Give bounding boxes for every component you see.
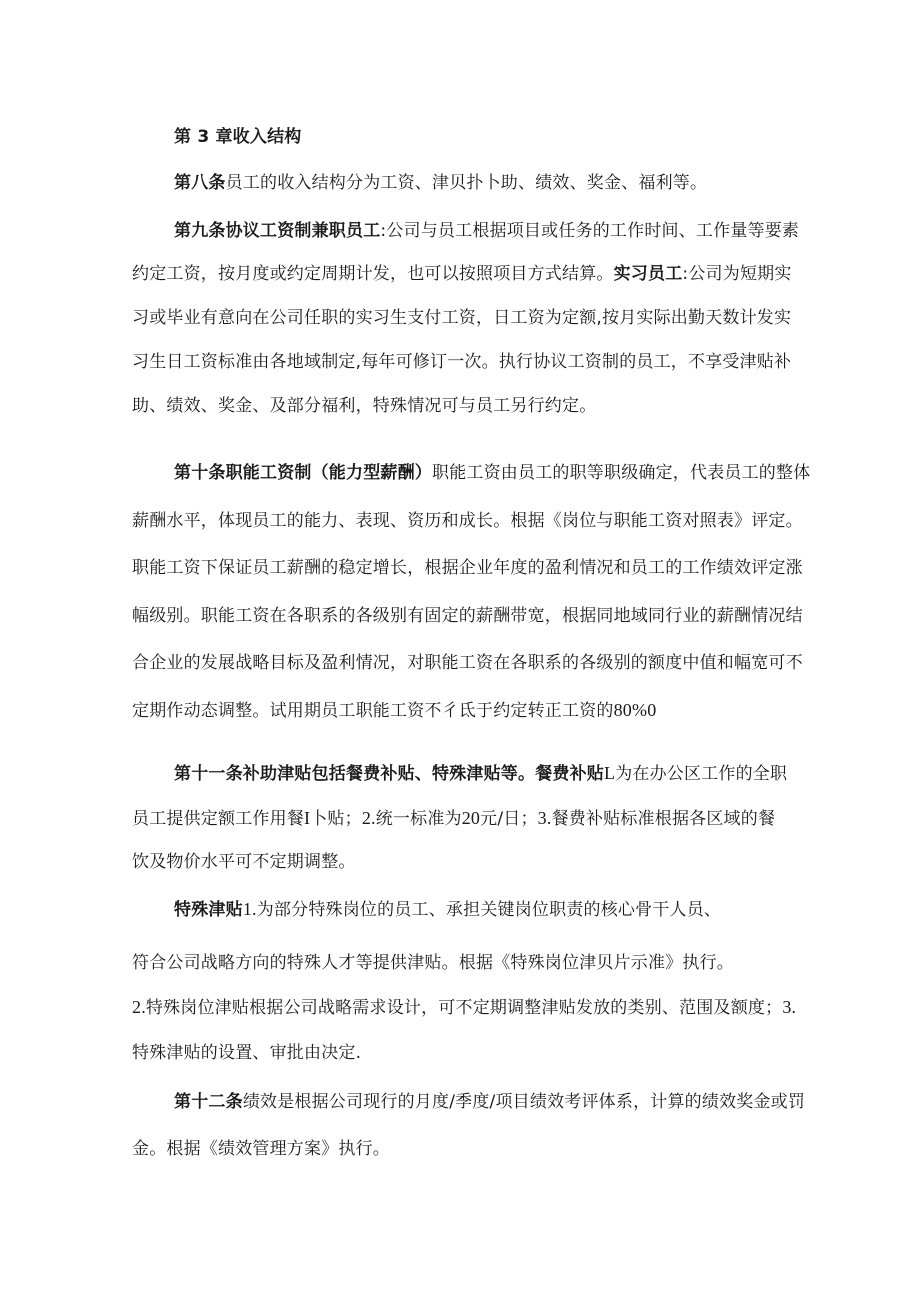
- article-11-line-1: [174, 761, 787, 786]
- article-9-text-5: 助、绩效、奖金、及部分福利，特殊情况可与员工另行约定。: [132, 396, 597, 416]
- article-10-line-4: [132, 604, 803, 628]
- article-10-text-4: 幅级别。职能工资在各职系的各级别有固定的薪酬带宽，根据同地域同行业的薪酬情况结: [132, 606, 803, 626]
- special-text-4: 特殊津贴的设置、审批由决定.: [132, 1043, 362, 1063]
- article-12-text-2: 金。根据《绩效管理方案》执行。: [132, 1139, 390, 1159]
- article-10-percent: 80%0: [613, 700, 657, 720]
- article-10-heading: 第十条职能工资制（能力型薪酬）: [174, 463, 432, 483]
- article-8-text: 员工的收入结构分为工资、津贝扑卜助、绩效、奖金、福利等。: [225, 173, 708, 193]
- article-11-mark-i: I: [304, 808, 311, 828]
- article-11-text-2i: 餐费补贴标准根据各区域的餐: [551, 809, 776, 829]
- article-9-line-1: [174, 219, 799, 243]
- intern-heading: 实习员工: [613, 264, 683, 284]
- article-11-text-2a: 员工提供定额工作用餐: [132, 809, 304, 829]
- special-num-2: 2.: [132, 997, 146, 1017]
- special-allowance-line-3: [132, 995, 796, 1020]
- article-9-line-5: [132, 394, 596, 418]
- article-11-text-1: 为在办公区工作的全职: [615, 764, 788, 784]
- article-11-text-2e: 统一标准为: [375, 809, 462, 829]
- article-12-heading: 第十二条: [174, 1092, 243, 1112]
- chapter-title-text: 第 3 章收入结构: [174, 127, 302, 147]
- special-allowance-line-4: [132, 1041, 361, 1065]
- article-11-mark-l: L: [604, 763, 616, 783]
- article-10-text-3: 职能工资下保证员工薪酬的稳定增长，根据企业年度的盈利情况和员工的工作绩效评定涨: [132, 558, 803, 578]
- article-10-text-6: 定期作动态调整。试用期员工职能工资不彳氐于约定转正工资的: [132, 701, 614, 721]
- article-9-text-2a: 约定工资，按月度或约定周期计发，也可以按照项目方式结算。: [132, 264, 614, 284]
- special-allowance-line-1: [174, 897, 721, 922]
- article-12-text-1: 绩效是根据公司现行的月度/季度/项目绩效考评体系，计算的绩效奖金或罚: [242, 1092, 806, 1112]
- article-9-line-4: [132, 350, 791, 374]
- article-8: [174, 171, 707, 195]
- article-10-line-1: [174, 461, 810, 485]
- article-11-line-2: [132, 806, 775, 831]
- article-10-text-2: 薪酬水平，体现员工的能力、表现、资历和成长。根据《岗位与职能工资对照表》评定。: [132, 511, 803, 531]
- article-9-line-3: [132, 306, 791, 330]
- special-text-1: 为部分特殊岗位的员工、承担关键岗位职责的核心骨干人员、: [256, 900, 722, 920]
- article-9-text-2c: :公司为短期实: [682, 264, 792, 284]
- article-8-heading: 第八条: [174, 173, 226, 193]
- article-10-line-3: [132, 556, 803, 580]
- article-9-text-4: 习生日工资标准由各地域制定,每年可修订一次。执行协议工资制的员工，不享受津贴补: [132, 352, 792, 372]
- special-text-2: 符合公司战略方向的特殊人才等提供津贴。根据《特殊岗位津贝片示准》执行。: [132, 953, 734, 973]
- article-11-text-2g: 元/日；: [480, 809, 538, 829]
- article-10-line-6: [132, 698, 656, 723]
- article-9-line-2: [132, 262, 792, 286]
- article-11-num-2: 2.: [361, 808, 376, 828]
- article-11-num-3: 3.: [537, 808, 552, 828]
- chapter-title: [174, 125, 301, 149]
- article-11-text-2c: 卜贴；: [310, 809, 362, 829]
- special-num-3: 3.: [782, 997, 797, 1017]
- article-10-text-5: 合企业的发展战略目标及盈利情况，对职能工资在各职系的各级别的额度中值和幅宽可不: [132, 653, 803, 673]
- article-10-line-5: [132, 651, 803, 675]
- article-9-heading: 第九条协议工资制兼职员工: [174, 221, 381, 241]
- special-num-1: 1.: [242, 899, 257, 919]
- article-12-line-1: [174, 1090, 805, 1114]
- article-11-text-3: 饮及物价水平可不定期调整。: [132, 852, 356, 872]
- special-allowance-line-2: [132, 951, 734, 975]
- article-10-text-1: 职能工资由员工的职等职级确定，代表员工的整体: [432, 463, 811, 483]
- article-11-line-3: [132, 850, 356, 874]
- special-allowance-heading: 特殊津贴: [174, 900, 243, 920]
- article-10-line-2: [132, 509, 803, 533]
- article-11-amount: 20: [461, 808, 481, 828]
- article-9-text-3: 习或毕业有意向在公司任职的实习生支付工资，日工资为定额,按月实际出勤天数计发实: [132, 308, 792, 328]
- article-12-line-2: [132, 1137, 390, 1161]
- article-11-heading: 第十一条补助津贴包括餐费补贴、特殊津贴等。餐费补贴: [174, 764, 604, 784]
- article-9-text-1: :公司与员工根据项目或任务的工作时间、工作量等要素: [380, 221, 800, 241]
- special-text-3: 特殊岗位津贴根据公司战略需求设计，可不定期调整津贴发放的类别、范围及额度；: [145, 998, 783, 1018]
